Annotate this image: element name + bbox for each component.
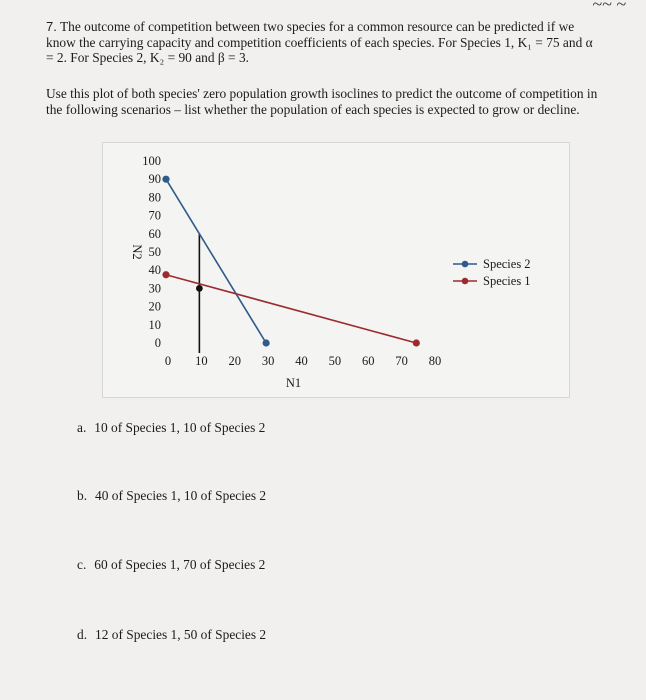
isocline-endpoint <box>162 271 169 278</box>
isocline-endpoint <box>413 339 420 346</box>
x-axis-label: N1 <box>285 376 302 390</box>
isocline-species-2 <box>166 179 266 343</box>
scenario-c <box>77 557 265 573</box>
scenario-text: 10 of Species 1, 10 of Species 2 <box>94 420 266 435</box>
isocline-endpoint <box>263 339 270 346</box>
x-tick-label: 70 <box>395 354 408 368</box>
isocline-species-1 <box>166 275 416 343</box>
scenario-label: d. <box>77 627 88 642</box>
y-tick-label: 10 <box>148 317 161 332</box>
question-body: The outcome of competition between two species for a common resource can be predicted if we know the carrying capacity and competition coefficients of each species. For Species 1, K₁ = 75 and α = 2. For Species 2, K₂ = 90 and β = 3. <box>46 19 593 65</box>
x-tick-label: 60 <box>362 354 375 368</box>
x-tick-label: 80 <box>428 354 442 368</box>
scenario-b <box>77 488 266 504</box>
legend-marker <box>462 261 469 268</box>
y-tick-label: 100 <box>142 154 161 168</box>
y-tick-label: 90 <box>148 172 161 187</box>
y-tick-label: 0 <box>154 336 161 350</box>
y-tick-label: 20 <box>148 299 161 314</box>
legend-label: Species 1 <box>483 274 531 288</box>
handwriting-scribble: ~~ ~ <box>592 0 626 14</box>
x-tick-label: 10 <box>195 354 208 368</box>
y-tick-label: 40 <box>148 263 161 278</box>
marker-point <box>196 285 203 292</box>
scenario-label: b. <box>77 488 88 503</box>
x-tick-label: 30 <box>261 354 275 368</box>
scenario-text: 60 of Species 1, 70 of Species 2 <box>94 557 266 572</box>
y-axis-label: N2 <box>130 244 144 260</box>
x-tick-label: 20 <box>228 354 241 368</box>
chart-svg <box>103 143 569 397</box>
y-tick-label: 70 <box>148 208 161 223</box>
scenario-text: 12 of Species 1, 50 of Species 2 <box>95 627 267 642</box>
scenario-d <box>77 627 266 643</box>
instructions: Use this plot of both species' zero population growth isoclines to predict the outcome of competition in the following scenarios – list whether the population of each species is expected to grow or decline. <box>46 86 598 117</box>
isocline-endpoint <box>162 176 169 183</box>
y-tick-label: 60 <box>148 226 161 241</box>
legend-label: Species 2 <box>483 257 531 271</box>
y-tick-label: 30 <box>148 281 161 296</box>
x-tick-label: 0 <box>164 354 172 368</box>
y-tick-label: 50 <box>148 245 161 259</box>
scenario-text: 40 of Species 1, 10 of Species 2 <box>95 488 267 503</box>
isocline-chart <box>102 142 570 398</box>
legend-marker <box>462 278 469 285</box>
scenario-label: c. <box>77 557 87 572</box>
question-text <box>46 19 601 66</box>
question-number: 7. <box>46 19 57 34</box>
x-tick-label: 40 <box>295 354 308 368</box>
y-tick-label: 80 <box>148 190 161 205</box>
x-tick-label: 50 <box>328 354 342 368</box>
scenario-a <box>77 420 265 436</box>
scenario-label: a. <box>77 420 87 435</box>
